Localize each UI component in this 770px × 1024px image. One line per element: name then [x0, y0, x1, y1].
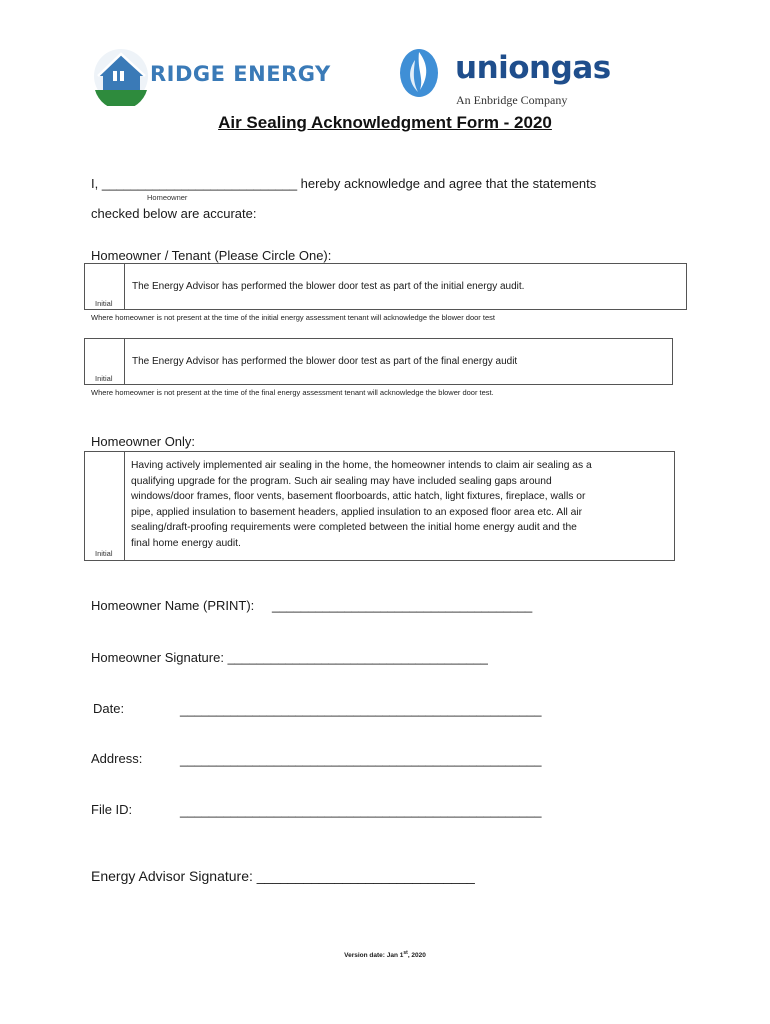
note-final-audit: Where homeowner is not present at the time of the final energy assessment tenant will acknowledge the blower door test. [91, 388, 494, 397]
file-id-label: File ID: [91, 802, 133, 817]
homeowner-signature-row [91, 650, 488, 665]
date-label: Date: [93, 701, 125, 716]
statement-line: qualifying upgrade for the program. Such air sealing may have included sealing gaps around [131, 475, 552, 487]
acknowledgment-box-final-audit [84, 338, 673, 385]
initial-cell[interactable] [85, 264, 125, 309]
version-date [0, 950, 770, 959]
version-date-suffix: , 2020 [407, 952, 426, 960]
advisor-signature-field[interactable]: ____________________________ [256, 868, 475, 884]
initial-label: Initial [95, 299, 113, 308]
address-field[interactable]: __________________________________________________ [180, 752, 542, 767]
ridge-energy-wordmark: RIDGE ENERGY [150, 62, 331, 86]
initial-cell[interactable] [85, 339, 125, 384]
statement-line: final home energy audit. [131, 537, 241, 549]
acknowledgment-box-initial-audit [84, 263, 687, 310]
homeowner-name-label: Homeowner Name (PRINT): [91, 598, 255, 613]
statement-line: sealing/draft-proofing requirements were completed between the initial home energy audit and the [131, 522, 577, 533]
homeowner-signature-label: Homeowner Signature: [91, 650, 228, 665]
homeowner-signature-field[interactable]: ____________________________________ [227, 650, 488, 665]
form-title: Air Sealing Acknowledgment Form - 2020 [218, 113, 552, 132]
file-id-field[interactable]: __________________________________________________ [180, 803, 542, 818]
homeowner-caption: Homeowner [147, 193, 188, 202]
initial-label: Initial [95, 549, 113, 558]
statement-initial-audit: The Energy Advisor has performed the blower door test as part of the initial energy audit. [132, 281, 525, 292]
version-date-superscript: st [403, 950, 408, 956]
intro-suffix: hereby acknowledge and agree that the statements [297, 176, 597, 191]
address-label: Address: [91, 751, 143, 766]
advisor-signature-label: Energy Advisor Signature: [91, 868, 257, 884]
homeowner-name-field[interactable]: ____________________________________ [272, 598, 533, 613]
union-gas-tagline: An Enbridge Company [456, 93, 568, 107]
note-initial-audit: Where homeowner is not present at the time of the initial energy assessment tenant will acknowledge the blower door test [91, 313, 495, 322]
initial-label: Initial [95, 374, 113, 383]
air-sealing-statement [131, 458, 656, 551]
intro-prefix: I, [91, 176, 102, 191]
statement-line: Having actively implemented air sealing in the home, the homeowner intends to claim air sealing as a [131, 460, 592, 471]
union-gas-wordmark: uniongas [455, 50, 611, 86]
intro-line-1 [91, 176, 596, 191]
initial-cell[interactable] [85, 452, 125, 560]
section1-heading: Homeowner / Tenant (Please Circle One): [91, 248, 332, 263]
union-flame-icon [398, 46, 442, 100]
ridge-house-icon [93, 46, 153, 106]
statement-final-audit: The Energy Advisor has performed the blower door test as part of the final energy audit [132, 356, 518, 367]
acknowledgment-box-air-sealing [84, 451, 675, 561]
intro-line-2: checked below are accurate: [91, 206, 257, 221]
advisor-signature-row [91, 868, 475, 884]
homeowner-name-blank[interactable]: ___________________________ [101, 176, 298, 191]
statement-line: pipe, applied insulation to basement headers, applied insulation to an exposed floor area etc. All air [131, 506, 583, 518]
statement-line: windows/door frames, floor vents, basement floorboards, attic hatch, light fixtures, fireplace, walls or [131, 491, 586, 502]
date-field[interactable]: __________________________________________________ [180, 702, 542, 717]
section2-heading: Homeowner Only: [91, 434, 196, 449]
version-date-prefix: Version date: Jan 1 [344, 952, 404, 960]
